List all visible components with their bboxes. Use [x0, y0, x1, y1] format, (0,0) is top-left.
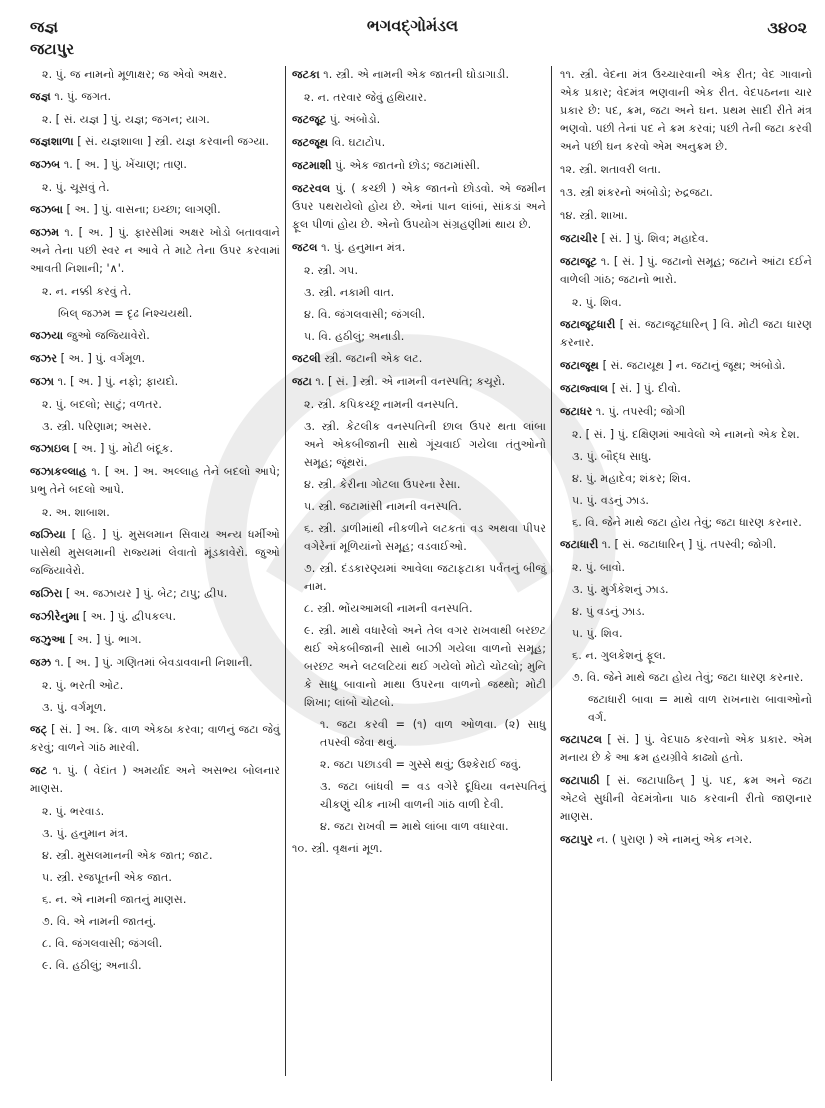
definition-text: ૫. સ્ત્રી. જટામાંસી નામની વનસ્પતિ.	[304, 500, 462, 513]
dictionary-entry	[560, 161, 812, 179]
dictionary-entry	[30, 654, 280, 672]
definition-text: ૧૦. સ્ત્રી. વૃક્ષનાં મૂળ.	[292, 842, 383, 855]
column-3	[560, 66, 812, 854]
dictionary-entry	[30, 373, 280, 391]
column-divider	[551, 66, 552, 1081]
dictionary-entry	[30, 327, 280, 345]
sense-line	[292, 284, 546, 302]
headword: જટાજ્વાલ	[560, 382, 609, 395]
dictionary-entry	[292, 373, 546, 391]
definition-text: [ સં. જટાજૂટધારિન્ ] વિ. મોટી જટા ધારણ કરનાર.	[560, 318, 812, 349]
definition-text: ૮. વિ. જંગલવાસી; જંગલી.	[42, 937, 163, 950]
definition-text: ૪. સ્ત્રી. મુસલમાનની એક જાત; જાટ.	[42, 849, 213, 862]
dictionary-entry	[30, 133, 280, 151]
definition-text: ૩. જટા બાંધવી = વડ વગેરે દૂધિયા વનસ્પતિનું ચીકણું ચીક નાખી વાળની ગાંઠ વાળી દેવી.	[320, 780, 546, 811]
dictionary-entry	[30, 88, 280, 106]
definition-text: સ્ત્રી. જટાની એક લટ.	[324, 352, 423, 365]
definition-text: ૧. [ સં. ] પું. જટાનો સમૂહ; જટાને આંટા દઈને વાળેલી ગાંઠ; જટાનો ભારો.	[560, 255, 812, 286]
headword: જટાધારી	[560, 538, 599, 551]
definition-text: ૬. ન. ગુલકેશનું ફૂલ.	[572, 649, 666, 662]
column-1	[30, 66, 280, 979]
sense-line	[560, 294, 812, 312]
headword: જઝયા	[30, 329, 64, 342]
definition-text: [ અ. ] પું. મોટી બંદૂક.	[73, 442, 174, 455]
dictionary-entry	[30, 585, 280, 603]
dictionary-entry	[30, 762, 280, 798]
definition-text: [ અ. ] પું. વાસના; ઇચ્છા; લાગણી.	[66, 203, 221, 216]
definition-text: ૧. [ અ. ] પું. નફો; ફાયદો.	[57, 375, 179, 388]
definition-text: ૨. [ સં. ] પું. દક્ષિણમાં આવેલો એ નામનો એક દેશ.	[572, 428, 800, 441]
sense-line	[30, 418, 280, 436]
sense-line	[30, 957, 280, 975]
headword: જઝબા	[30, 203, 63, 216]
dictionary-entry	[292, 180, 546, 234]
dictionary-entry	[30, 224, 280, 278]
idiom-line	[292, 818, 546, 836]
definition-text: [ સં. ] પું. વેદપાઠ કરવાનો એક પ્રકાર. એમ મનાય છે કે આ ક્રમ હયગ્રીવે કાઢ્યો હતો.	[560, 733, 812, 764]
definition-text: ૩. પું. હનુમાન મંત્ર.	[42, 827, 129, 840]
definition-text: પું. ( કચ્છી ) એક જાતનો છોડવો. એ જમીન ઉપર પથરાયેલો હોય છે. એનાં પાન લાંબાં, સાંકડાં અને ફૂલ પીળાં હોય છે. એનો ઉપયોગ સંગ્રહણીમાં થાય છે.	[292, 182, 547, 231]
headword: જઝ્ર	[30, 656, 52, 669]
definition-text: ૧. પું. જગત.	[54, 90, 112, 103]
column-2	[292, 66, 546, 863]
sense-line	[560, 581, 812, 599]
headword: જઝાઇલ	[30, 442, 70, 455]
definition-text: ૨. પું. શિવ.	[572, 296, 622, 309]
headword: જઝા	[30, 375, 54, 388]
headword: જઝમ	[30, 226, 60, 239]
dictionary-entry	[30, 631, 280, 649]
definition-text: [ અ. ] પું. વર્ગમૂળ.	[60, 352, 146, 365]
sense-line	[30, 111, 280, 129]
definition-text: ૫. વિ. હઠીલું; અનાડી.	[304, 330, 405, 343]
definition-text: ૧૩. સ્ત્રી શંકરનો અંબોડો; રુદ્રજટા.	[560, 186, 713, 199]
definition-text: ૧. [ અ. ] પું. ગણિતમાં બેવડાવવાની નિશાની.	[54, 656, 253, 669]
definition-text: ૩. પું. બૌદ્ધ સાધુ.	[572, 450, 652, 463]
definition-text: ૪. પું. મહાદેવ; શંકર; શિવ.	[572, 472, 691, 485]
headword: જટલ	[292, 241, 318, 254]
sense-line	[292, 306, 546, 324]
definition-text: [ સં. યજ્ઞશાલા ] સ્ત્રી. યજ્ઞ કરવાની જગ્યા.	[77, 135, 269, 148]
idiom-line	[30, 305, 280, 323]
idiom-line	[292, 756, 546, 774]
sense-line	[560, 559, 812, 577]
definition-text: ૨. [ સં. યજ્ઞ ] પું. યજ્ઞ; જગન; યાગ.	[42, 113, 210, 126]
guide-word-right: જટાપુર	[30, 40, 75, 58]
dictionary-entry	[292, 111, 546, 129]
definition-text: ૪. જટા રાખવી = માથે લાંબા વાળ વધારવા.	[320, 820, 509, 833]
headword: જજ્ઞ	[30, 90, 51, 103]
sense-line	[292, 476, 546, 494]
definition-text: ૧. [ અ. ] અ. અલ્લાહ તેને બદલો આપે; પ્રભુ તેને બદલો આપે.	[30, 465, 280, 496]
sense-line	[560, 625, 812, 643]
definition-text: પું. અંબોડો.	[329, 113, 381, 126]
definition-text: ૯. સ્ત્રી. માથે વધારેલો અને તેલ વગર રાખવાથી બરછટ થઈ એકબીજાની સાથે બાઝી ગયેલા વાળનો સમૂહ; બરછટ અને લટલટિયાં થઈ ગયેલો મોટો ચોટલો; મુનિ કે સાધુ બાવાનો માથા ઉપરના વાળનો જથ્થો; મોટી શિખા; લાંબો ચોટલો.	[304, 624, 546, 709]
dictionary-entry	[30, 440, 280, 458]
sense-line	[30, 869, 280, 887]
sense-line	[292, 600, 546, 618]
headword: જટજૂટ	[292, 113, 327, 126]
headword: જટરવલ	[292, 182, 331, 195]
dictionary-entry	[560, 230, 812, 248]
dictionary-entry	[30, 201, 280, 219]
definition-text: ૨. પું. ચૂસવું તે.	[42, 181, 110, 194]
dictionary-entry	[30, 156, 280, 174]
sense-line	[30, 677, 280, 695]
definition-text: ૨. પું. ભરતી ઓટ.	[42, 679, 124, 692]
sense-line	[292, 262, 546, 280]
definition-text: ૪. સ્ત્રી. કેરીના ગોટલા ઉપરના રેસા.	[304, 478, 461, 491]
sense-line	[30, 847, 280, 865]
definition-text: ૨. પું. બદલો; સાટું; વળતર.	[42, 398, 162, 411]
definition-text: ૭. વિ. જેને માથે જટા હોય તેવું; જટા ધારણ કરનાર.	[572, 671, 804, 684]
page-number: ૩૪૦૨	[767, 18, 807, 37]
headword: જઝર	[30, 352, 58, 365]
dictionary-entry	[560, 316, 812, 352]
definition-text: ૧૧. સ્ત્રી. વેદના મંત્ર ઉચ્ચારવાની એક રીત; વેદ ગાવાનો એક પ્રકાર; વેદમંત્ર ભણવાની એક રીત. વેદપઠનના ચાર પ્રકાર છે: પદ, ક્રમ, જટા અને ઘન. પ્રથમ સાદી રીતે મંત્ર ભણવો. પછી તેનાં પદ ને ક્રમ કરવાં; પછી તેની જટા કરવી અને પછી ઘન કરવો એમ અનુક્રમ છે.	[560, 68, 812, 153]
definition-text: ૪. પું વડનું ઝાડ.	[572, 605, 645, 618]
dictionary-entry	[292, 134, 546, 152]
column-divider	[285, 66, 286, 1076]
definition-text: જુઓ જજિયાવેરો.	[66, 329, 150, 342]
definition-text: ૩. પું. વર્ગમૂળ.	[42, 701, 107, 714]
dictionary-entry	[560, 184, 812, 202]
sense-line	[292, 328, 546, 346]
definition-text: ૯. વિ. હઠીલું; અનાડી.	[42, 959, 142, 972]
definition-text: ૧. પું. ( વેદાંત ) અમર્યાદ અને અસભ્ય બોલનાર માણસ.	[30, 764, 280, 795]
dictionary-entry	[560, 536, 812, 554]
sense-line	[292, 622, 546, 712]
definition-text: ૨. સ્ત્રી. ગપ.	[304, 264, 358, 277]
headword: જટાચીર	[560, 232, 598, 245]
idiom-line	[292, 716, 546, 752]
definition-text: બિલ્ જઝમ = દૃઢ નિશ્ચયથી.	[58, 307, 193, 320]
sense-line	[560, 603, 812, 621]
idiom-line	[292, 778, 546, 814]
headword: જઝિયા	[30, 528, 66, 541]
dictionary-entry	[30, 463, 280, 499]
guide-word-left: જજ્ઞ	[30, 18, 58, 36]
dictionary-entry	[292, 157, 546, 175]
headword: જઝુઆ	[30, 633, 66, 646]
sense-line	[30, 283, 280, 301]
sense-line	[30, 913, 280, 931]
sense-line	[30, 396, 280, 414]
definition-text: [ સં. ] પું. દીવો.	[611, 382, 681, 395]
definition-text: ૧. [ સં. જટાધારિન્ ] પું. તપસ્વી; જોગી.	[601, 538, 777, 551]
headword: જટજૂથ	[292, 136, 329, 149]
definition-text: ૨. ન. તરવાર જેવું હથિયાર.	[304, 91, 427, 104]
headword: જટાજૂટ	[560, 255, 597, 268]
headword: જઝાકલ્લાહ	[30, 465, 87, 478]
definition-text: ૪. વિ. જંગલવાસી; જંગલી.	[304, 308, 426, 321]
dictionary-entry	[292, 66, 546, 84]
definition-text: ૭. સ્ત્રી. દંડકારણ્યમાં આવેલા જટાફટાકા પર્વતનું બીજું નામ.	[304, 562, 546, 593]
definition-text: ૨. પું. ભરવાડ.	[42, 805, 105, 818]
sense-line	[292, 89, 546, 107]
dictionary-entry	[560, 380, 812, 398]
definition-text: ૫. પું. વડનું ઝાડ.	[572, 494, 649, 507]
definition-text: ૨. સ્ત્રી. કપિકચ્છૂ નામની વનસ્પતિ.	[304, 398, 459, 411]
dictionary-entry	[292, 239, 546, 257]
definition-text: [ અ. ] પું. ભાગ.	[69, 633, 142, 646]
definition-text: [ સં. જટાપાઠિન્ ] પું. પદ, ક્રમ અને જટા એટલે સુધીની વેદમંત્રોના પાઠ કરવાની રીતો જાણનાર માણસ.	[560, 774, 813, 823]
definition-text: ૬. ન. એ નામની જાતનું માણસ.	[42, 893, 187, 906]
definition-text: [ અ. જઝાયર ] પું. બેટ; ટાપુ; દ્વીપ.	[65, 587, 228, 600]
definition-text: ૧. [ સં. ] સ્ત્રી. એ નામની વનસ્પતિ; કચૂરો.	[315, 375, 506, 388]
sense-line	[30, 825, 280, 843]
headword: જટકા	[292, 68, 320, 81]
definition-text: ૧. જટા કરવી = (૧) વાળ ઓળવા. (૨) સાધુ તપસ્વી જેવા થવું.	[320, 718, 546, 749]
sense-line	[560, 514, 812, 532]
definition-text: ૧. પું. તપસ્વી; જોગી	[595, 405, 686, 418]
sense-line	[560, 470, 812, 488]
sense-line	[30, 504, 280, 522]
definition-text: ૮. સ્ત્રી. ભોંયઆમલી નામની વનસ્પતિ.	[304, 602, 473, 615]
sense-line	[292, 520, 546, 556]
definition-text: ૧. સ્ત્રી. એ નામની એક જાતની ઘોડાગાડી.	[323, 68, 510, 81]
sense-line	[30, 803, 280, 821]
dictionary-entry	[292, 840, 546, 858]
definition-text: ૩. સ્ત્રી. કેટલીક વનસ્પતિની છાલ ઉપર થતા લાંબા અને એકબીજાની સાથે ગૂંચવાઈ ગયેલા તંતુઓનો સમૂહ; જૂંથરાં.	[304, 420, 546, 469]
definition-text: ૭. વિ. એ નામની જાતનું.	[42, 915, 157, 928]
dictionary-entry	[292, 350, 546, 368]
dictionary-entry	[30, 350, 280, 368]
page-title: ભગવદ્ગોમંડલ	[366, 16, 459, 35]
definition-text: ૩. સ્ત્રી. પરિણામ; અસર.	[42, 420, 152, 433]
sense-line	[292, 396, 546, 414]
dictionary-entry	[30, 721, 280, 757]
definition-text: પું. એક જાતનો છોડ; જટામાંસી.	[335, 159, 480, 172]
sense-line	[292, 560, 546, 596]
dictionary-entry	[560, 403, 812, 421]
sense-line	[560, 647, 812, 665]
dictionary-entry	[560, 772, 812, 826]
idiom-line	[560, 691, 812, 727]
dictionary-entry	[560, 253, 812, 289]
definition-text: ૧. [ અ. ] પું. ખેંચાણ; તાણ.	[63, 158, 187, 171]
sense-line	[560, 448, 812, 466]
sense-line	[292, 418, 546, 472]
definition-text: ૫. સ્ત્રી. રજપૂતની એક જાત.	[42, 871, 172, 884]
headword: જટાપુર	[560, 833, 593, 846]
definition-text: ૨. અ. શાબાશ.	[42, 506, 110, 519]
sense-line	[30, 179, 280, 197]
headword: જટલી	[292, 352, 321, 365]
definition-text: ૧૨. સ્ત્રી. શતાવરી લતા.	[560, 163, 661, 176]
headword: જજ્ઞશાળા	[30, 135, 74, 148]
dictionary-entry	[30, 608, 280, 626]
headword: જઝબ	[30, 158, 61, 171]
dictionary-entry	[560, 731, 812, 767]
sense-line	[560, 492, 812, 510]
definition-text: ૬. વિ. જેને માથે જટા હોય તેવું; જટા ધારણ કરનાર.	[572, 516, 802, 529]
definition-text: ૫. પું. શિવ.	[572, 627, 623, 640]
dictionary-entry	[560, 207, 812, 225]
sense-line	[292, 498, 546, 516]
definition-text: જટાધારી બાવા = માથે વાળ રાખનારા બાવાઓનો વર્ગ.	[588, 693, 812, 724]
definition-text: ૨. જટા પછાડવી = ગુસ્સે થવું; ઉશ્કેરાઈ જવું.	[320, 758, 522, 771]
headword: જટાજૂટધારી	[560, 318, 616, 331]
headword: જટાજૂથ	[560, 359, 599, 372]
definition-text: ૩. સ્ત્રી. નકામી વાત.	[304, 286, 395, 299]
definition-text: [ હિ. ] પું. મુસલમાન સિવાય અન્ય ધર્મીઓ પાસેથી મુસલમાની રાજ્યમાં લેવાતો મૂંડકાવેરો. જુઓ જજિયાવેરો.	[30, 528, 280, 577]
definition-text: ૩. પું. મુર્ગકેશનું ઝાડ.	[572, 583, 669, 596]
definition-text: [ સં. ] અ. ક્રિ. વાળ એકઠા કરવા; વાળનું જટા જેવું કરવું; વાળને ગાંઠ મારવી.	[30, 723, 280, 754]
headword: જટ્	[30, 723, 48, 736]
definition-text: [ અ. ] પું. દ્વીપકલ્પ.	[82, 610, 176, 623]
definition-text: વિ. ઘટાટોપ.	[331, 136, 386, 149]
dictionary-entry	[560, 831, 812, 849]
sense-line	[560, 669, 812, 687]
sense-line	[560, 426, 812, 444]
sense-line	[30, 935, 280, 953]
definition-text: ૬. સ્ત્રી. ડાળીમાંથી નીકળીને લટકતાં વડ અથવા પીપર વગેરેનાં મૂળિયાંનો સમૂહ; વડવાઈઓ.	[304, 522, 546, 553]
headword: જટા	[292, 375, 312, 388]
dictionary-entry	[560, 66, 812, 156]
definition-text: ૧. પું. હનુમાન મંત્ર.	[321, 241, 406, 254]
dictionary-entry	[560, 357, 812, 375]
sense-line	[30, 891, 280, 909]
definition-text: ૧૪. સ્ત્રી. શાખા.	[560, 209, 628, 222]
sense-line	[30, 699, 280, 717]
headword: જઝીરેનુમા	[30, 610, 80, 623]
definition-text: ૨. પું. બાવો.	[572, 561, 626, 574]
dictionary-entry	[30, 526, 280, 580]
definition-text: ૨. ન. નક્કી કરવું તે.	[42, 285, 132, 298]
headword: જટ	[30, 764, 48, 777]
definition-text: ૧. [ અ. ] પું. ફારસીમાં અક્ષર ખોડો બતાવવાને અને તેના પછી સ્વર ન આવે તે માટે તેના ઉપર કરવામાં આવતી નિશાની; '∧'.	[30, 226, 280, 275]
headword: જટાપટલ	[560, 733, 603, 746]
headword: જટાપાઠી	[560, 774, 600, 787]
headword: જટાધર	[560, 405, 593, 418]
headword: જઝિરા	[30, 587, 63, 600]
definition-text: ન. ( પુરાણ ) એ નામનું એક નગર.	[596, 833, 753, 846]
sense-line	[30, 66, 280, 84]
definition-text: [ સં. જટાયૂથ ] ન. જટાનું જૂથ; અંબોડો.	[602, 359, 786, 372]
headword: જટમાશી	[292, 159, 332, 172]
definition-text: [ સં. ] પું. શિવ; મહાદેવ.	[601, 232, 709, 245]
definition-text: ૨. પું. જ નામનો મૂળાક્ષર; જ એવો અક્ષર.	[42, 68, 227, 81]
